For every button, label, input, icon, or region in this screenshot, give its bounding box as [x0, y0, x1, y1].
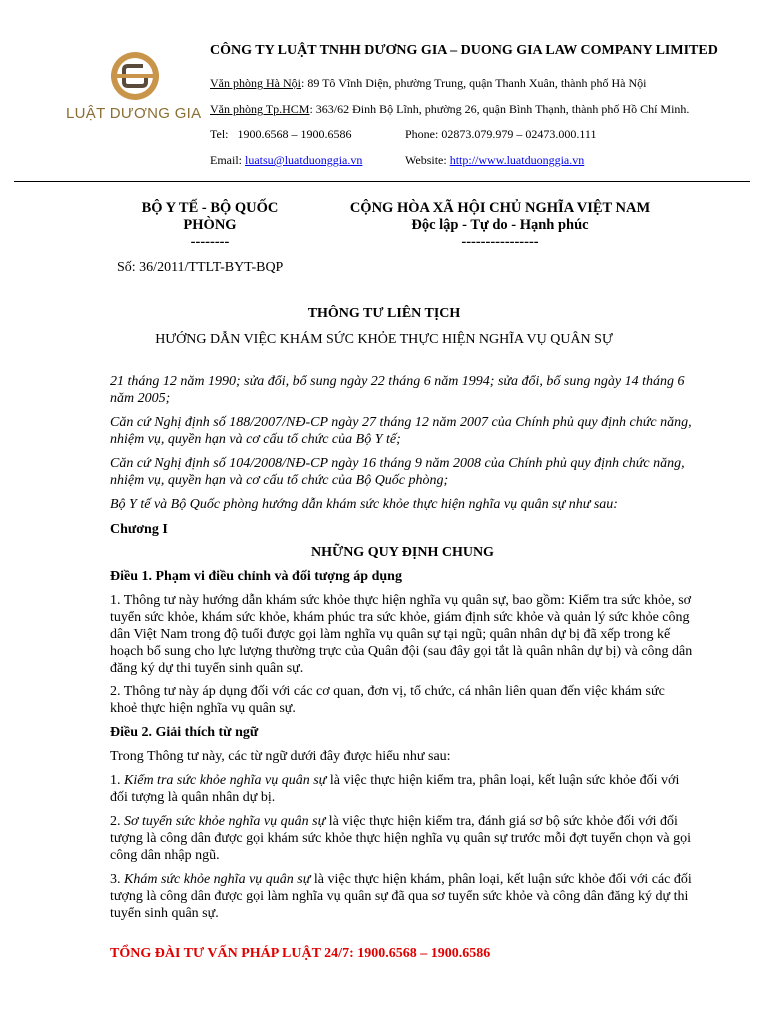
header-divider	[14, 181, 750, 182]
definition-number: 1.	[110, 773, 124, 788]
phone-line: Phone: 02873.079.979 – 02473.000.111	[405, 127, 597, 141]
tel-line: Tel: 1900.6568 – 1900.6586	[210, 127, 352, 141]
motto-dash: ----------------	[461, 234, 539, 250]
definition-number: 2.	[110, 814, 124, 829]
hcm-office-address: : 363/62 Đinh Bộ Lĩnh, phường 26, quận Bình Thạnh, thành phố Hồ Chí Minh.	[309, 102, 690, 116]
preamble-4: Bộ Y tế và Bộ Quốc phòng hướng dẫn khám sức khỏe thực hiện nghĩa vụ quân sự như sau:	[110, 497, 618, 512]
website-line	[405, 153, 584, 168]
definition-text: là việc thực hiện kiểm tra, đánh giá sơ bộ sức khỏe đối với đối tượng là công dân được gọi khám sức khỏe thực hiện nghĩa vụ quân sự trước mỗi đợt tuyển chọn và gọi công dân nhập ngũ.	[110, 814, 691, 863]
company-logo	[62, 44, 207, 136]
website-label: Website:	[405, 153, 450, 167]
hcm-office-label: Văn phòng Tp.HCM	[210, 102, 310, 116]
definition-number: 3.	[110, 872, 124, 887]
national-motto	[330, 200, 670, 251]
issuing-ministry	[105, 200, 315, 251]
definition-item	[110, 772, 695, 806]
ministry-dash: --------	[190, 234, 230, 250]
motto: Độc lập - Tự do - Hạnh phúc	[411, 217, 589, 233]
definition-term: Khám sức khỏe nghĩa vụ quân sự	[124, 872, 311, 887]
email-label: Email:	[210, 153, 245, 167]
republic-name: CỘNG HÒA XÃ HỘI CHỦ NGHĨA VIỆT NAM	[349, 200, 651, 216]
definition-term: Sơ tuyển sức khỏe nghĩa vụ quân sự	[124, 814, 326, 829]
hanoi-office-address: : 89 Tô Vĩnh Diện, phường Trung, quận Thanh Xuân, thành phố Hà Nội	[300, 76, 647, 90]
document-number: Số: 36/2011/TTLT-BYT-BQP	[117, 260, 284, 275]
document-subtitle: HƯỚNG DẪN VIỆC KHÁM SỨC KHỎE THỰC HIỆN NGHĨA VỤ QUÂN SỰ	[155, 332, 613, 347]
ministry-line2: PHÒNG	[183, 217, 237, 233]
hcm-office-line	[210, 102, 689, 117]
document-title: THÔNG TƯ LIÊN TỊCH	[307, 306, 461, 321]
definition-text: là việc thực hiện kiểm tra, phân loại, kết luận sức khỏe đối với đối tượng là quân nhân dự bị.	[110, 773, 680, 805]
article1-heading: Điều 1. Phạm vi điều chỉnh và đối tượng áp dụng	[110, 569, 402, 584]
preamble-1: 21 tháng 12 năm 1990; sửa đổi, bổ sung ngày 22 tháng 6 năm 1994; sửa đổi, bổ sung ngày 14 tháng 6 năm 2005;	[110, 374, 685, 406]
company-name: CÔNG TY LUẬT TNHH DƯƠNG GIA – DUONG GIA LAW COMPANY LIMITED	[210, 43, 718, 58]
definition-term: Kiểm tra sức khỏe nghĩa vụ quân sự	[124, 773, 327, 788]
article2-intro: Trong Thông tư này, các từ ngữ dưới đây được hiểu như sau:	[110, 749, 451, 764]
chapter-title: NHỮNG QUY ĐỊNH CHUNG	[311, 545, 494, 560]
article1-paragraph1: 1. Thông tư này hướng dẫn khám sức khỏe thực hiện nghĩa vụ quân sự, bao gồm: Kiểm tra sức khỏe, sơ tuyển sức khỏe, khám sức khỏe, khám phúc tra sức khỏe, giám định sức khỏe và quản lý sức khỏe công dân Việt Nam trong độ tuổi được gọi làm nghĩa vụ quân sự tại ngũ; quân nhân dự bị đã xếp trong kế hoạch bổ sung cho lực lượng thường trực của Quân đội (sau đây gọi tắt là quân nhân dự bị) và công dân đăng ký dự thi tuyển sinh quân sự.	[110, 593, 693, 676]
hanoi-office-line	[210, 76, 647, 91]
ministry-line1: BỘ Y TẾ - BỘ QUỐC	[141, 200, 279, 216]
logo-text: LUẬT DƯƠNG GIA	[66, 105, 202, 122]
definition-text: là việc thực hiện khám, phân loại, kết luận sức khỏe đối với các đối tượng là công dân được gọi làm nghĩa vụ quân sự đã qua sơ tuyển sức khỏe và công dân đăng ký dự thi tuyển sinh quân sự.	[110, 872, 692, 921]
article2-heading: Điều 2. Giải thích từ ngữ	[110, 725, 259, 740]
hanoi-office-label: Văn phòng Hà Nội	[210, 76, 301, 90]
preamble-2: Căn cứ Nghị định số 188/2007/NĐ-CP ngày 27 tháng 12 năm 2007 của Chính phủ quy định chức năng, nhiệm vụ, quyền hạn và cơ cấu tổ chức của Bộ Y tế;	[110, 415, 692, 447]
hotline-footer: TỔNG ĐÀI TƯ VẤN PHÁP LUẬT 24/7: 1900.6568 – 1900.6586	[110, 946, 491, 961]
email-line	[210, 153, 362, 168]
preamble-3: Căn cứ Nghị định số 104/2008/NĐ-CP ngày 16 tháng 9 năm 2008 của Chính phủ quy định chức năng, nhiệm vụ, quyền hạn và cơ cấu tổ chức của Bộ Quốc phòng;	[110, 456, 685, 488]
email-link[interactable]: luatsu@luatduonggia.vn	[245, 153, 363, 167]
chapter-label: Chương I	[110, 522, 168, 537]
definition-item	[110, 813, 695, 864]
article1-paragraph2: 2. Thông tư này áp dụng đối với các cơ quan, đơn vị, tổ chức, cá nhân liên quan đến việc khám sức khoẻ thực hiện nghĩa vụ quân sự.	[110, 684, 665, 716]
website-link[interactable]: http://www.luatduonggia.vn	[449, 153, 585, 167]
logo-emblem	[62, 44, 207, 106]
definition-item	[110, 871, 695, 922]
